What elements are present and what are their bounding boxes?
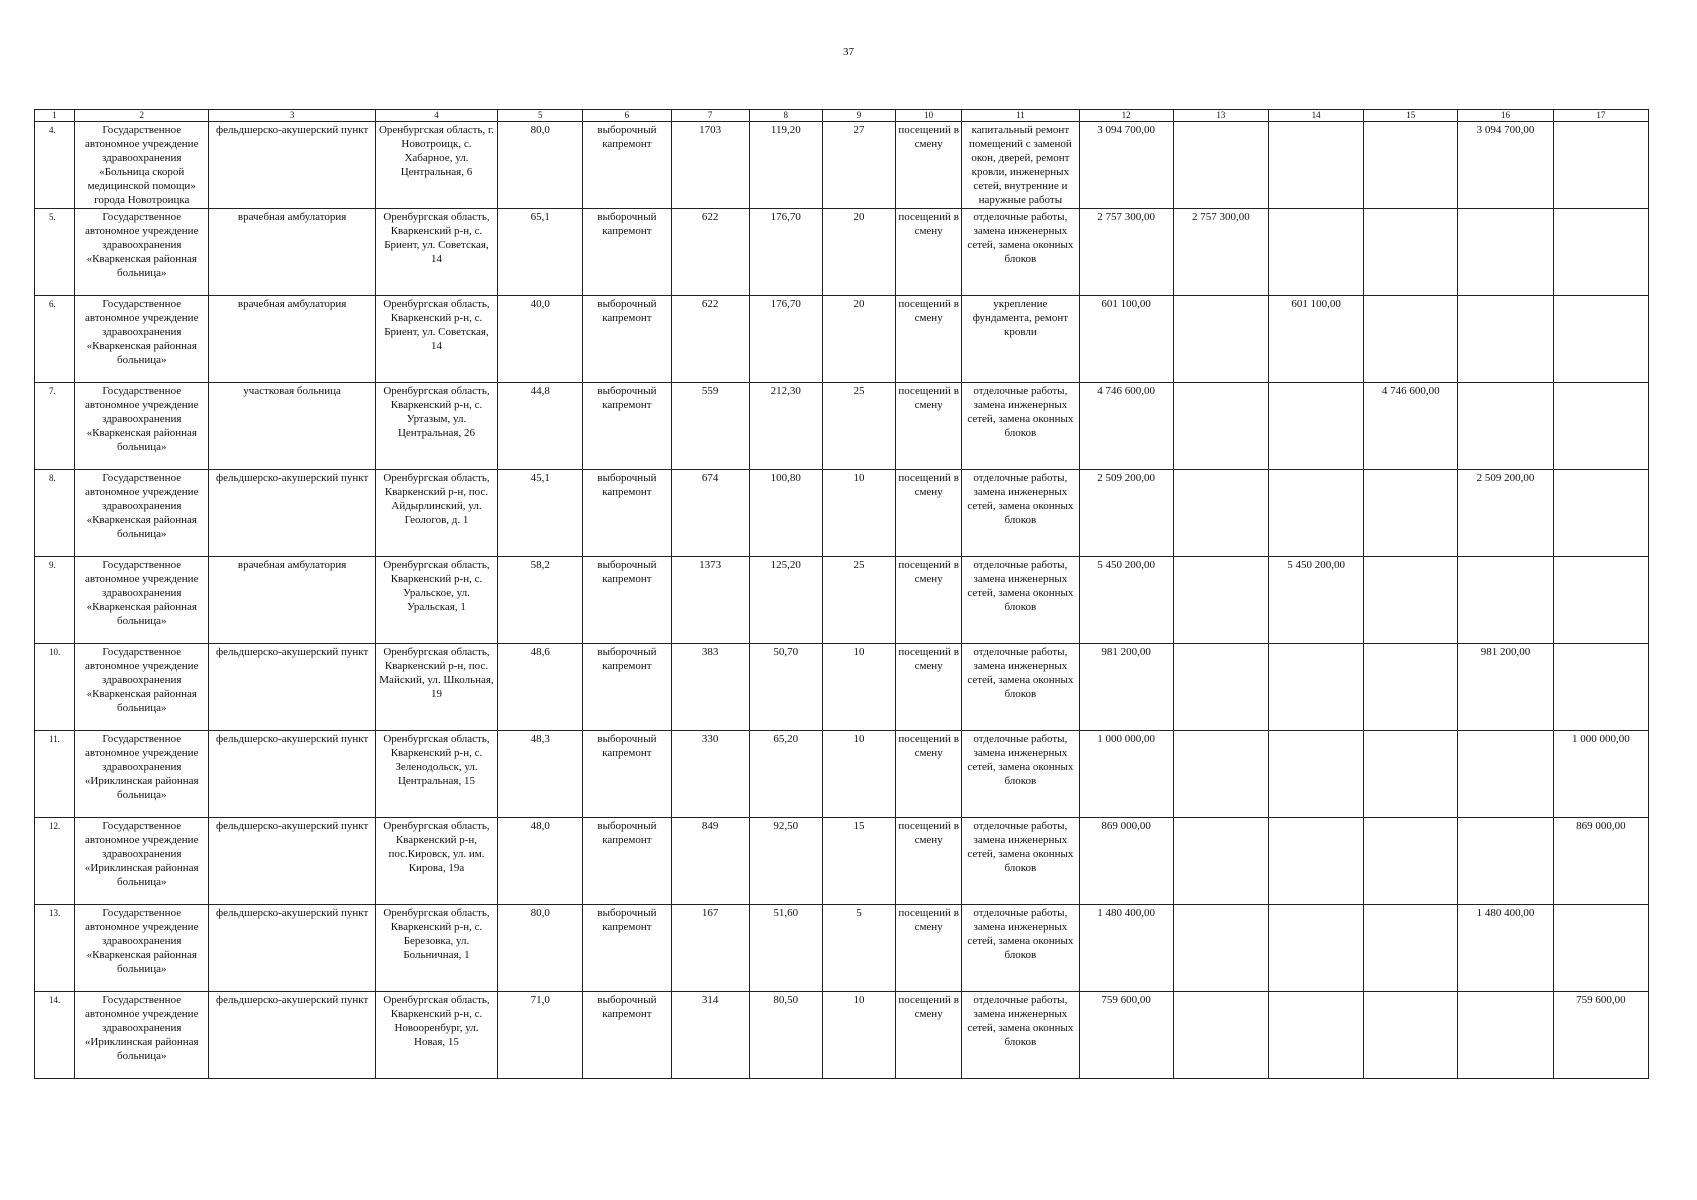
table-row	[35, 644, 1649, 731]
total-amount: 869 000,00	[1079, 818, 1173, 905]
amount-col-17	[1553, 557, 1648, 644]
capacity-unit: посещений в смену	[896, 383, 962, 470]
address: Оренбургская область, Кваркенский р-н, с. Зеленодольск, ул. Центральная, 15	[375, 731, 497, 818]
table-row	[35, 470, 1649, 557]
row-number: 6.	[35, 296, 75, 383]
works-description: отделочные работы, замена инженерных сетей, замена оконных блоков	[962, 557, 1079, 644]
amount-col-13	[1173, 905, 1268, 992]
row-number: 5.	[35, 209, 75, 296]
area-value: 48,3	[498, 731, 583, 818]
capacity-value: 10	[822, 470, 895, 557]
value-col-7: 849	[671, 818, 749, 905]
total-amount: 601 100,00	[1079, 296, 1173, 383]
amount-col-15	[1364, 731, 1458, 818]
facility-type: фельдшерско-акушерский пункт	[209, 122, 375, 209]
amount-col-13	[1173, 731, 1268, 818]
value-col-7: 674	[671, 470, 749, 557]
column-header: 3	[209, 110, 375, 122]
amount-col-14: 601 100,00	[1268, 296, 1363, 383]
value-col-8: 125,20	[749, 557, 822, 644]
organization-name: Государственное автономное учреждение здравоохранения «Кваркенская районная больница»	[75, 470, 209, 557]
amount-col-16: 3 094 700,00	[1458, 122, 1553, 209]
capacity-unit: посещений в смену	[896, 470, 962, 557]
capacity-unit: посещений в смену	[896, 992, 962, 1079]
value-col-8: 92,50	[749, 818, 822, 905]
capacity-unit: посещений в смену	[896, 209, 962, 296]
address: Оренбургская область, Кваркенский р-н, с. Бриент, ул. Советская, 14	[375, 296, 497, 383]
capital-repair-table	[34, 109, 1649, 1079]
amount-col-15	[1364, 209, 1458, 296]
row-number: 11.	[35, 731, 75, 818]
facility-type: фельдшерско-акушерский пункт	[209, 470, 375, 557]
area-value: 58,2	[498, 557, 583, 644]
table-row	[35, 209, 1649, 296]
value-col-7: 314	[671, 992, 749, 1079]
capacity-value: 20	[822, 209, 895, 296]
address: Оренбургская область, Кваркенский р-н, с. Новооренбург, ул. Новая, 15	[375, 992, 497, 1079]
value-col-7: 1703	[671, 122, 749, 209]
works-description: отделочные работы, замена инженерных сетей, замена оконных блоков	[962, 992, 1079, 1079]
amount-col-15	[1364, 557, 1458, 644]
column-header: 9	[822, 110, 895, 122]
area-value: 71,0	[498, 992, 583, 1079]
works-description: отделочные работы, замена инженерных сетей, замена оконных блоков	[962, 470, 1079, 557]
amount-col-16: 981 200,00	[1458, 644, 1553, 731]
value-col-8: 119,20	[749, 122, 822, 209]
amount-col-14	[1268, 644, 1363, 731]
table-row	[35, 296, 1649, 383]
table-row	[35, 992, 1649, 1079]
row-number: 8.	[35, 470, 75, 557]
column-number-row	[35, 110, 1649, 122]
amount-col-17	[1553, 122, 1648, 209]
repair-type: выборочный капремонт	[583, 818, 671, 905]
value-col-8: 176,70	[749, 296, 822, 383]
facility-type: фельдшерско-акушерский пункт	[209, 992, 375, 1079]
amount-col-13: 2 757 300,00	[1173, 209, 1268, 296]
area-value: 40,0	[498, 296, 583, 383]
amount-col-13	[1173, 122, 1268, 209]
facility-type: фельдшерско-акушерский пункт	[209, 818, 375, 905]
amount-col-16	[1458, 818, 1553, 905]
value-col-8: 80,50	[749, 992, 822, 1079]
repair-type: выборочный капремонт	[583, 296, 671, 383]
works-description: отделочные работы, замена инженерных сетей, замена оконных блоков	[962, 383, 1079, 470]
repair-type: выборочный капремонт	[583, 905, 671, 992]
table-row	[35, 818, 1649, 905]
organization-name: Государственное автономное учреждение здравоохранения «Больница скорой медицинской помощи» города Новотроицка	[75, 122, 209, 209]
capacity-value: 20	[822, 296, 895, 383]
amount-col-14	[1268, 209, 1363, 296]
value-col-7: 1373	[671, 557, 749, 644]
amount-col-15	[1364, 644, 1458, 731]
organization-name: Государственное автономное учреждение здравоохранения «Кваркенская районная больница»	[75, 209, 209, 296]
amount-col-15	[1364, 818, 1458, 905]
capacity-unit: посещений в смену	[896, 905, 962, 992]
amount-col-16	[1458, 296, 1553, 383]
capacity-value: 25	[822, 383, 895, 470]
amount-col-15	[1364, 122, 1458, 209]
table-row	[35, 383, 1649, 470]
works-description: укрепление фундамента, ремонт кровли	[962, 296, 1079, 383]
amount-col-14: 5 450 200,00	[1268, 557, 1363, 644]
row-number: 10.	[35, 644, 75, 731]
area-value: 45,1	[498, 470, 583, 557]
organization-name: Государственное автономное учреждение здравоохранения «Кваркенская районная больница»	[75, 644, 209, 731]
repair-type: выборочный капремонт	[583, 122, 671, 209]
row-number: 13.	[35, 905, 75, 992]
value-col-7: 330	[671, 731, 749, 818]
address: Оренбургская область, Кваркенский р-н, с. Березовка, ул. Больничная, 1	[375, 905, 497, 992]
capacity-unit: посещений в смену	[896, 122, 962, 209]
value-col-7: 383	[671, 644, 749, 731]
amount-col-13	[1173, 296, 1268, 383]
row-number: 9.	[35, 557, 75, 644]
value-col-8: 65,20	[749, 731, 822, 818]
capacity-unit: посещений в смену	[896, 557, 962, 644]
organization-name: Государственное автономное учреждение здравоохранения «Ириклинская районная больница»	[75, 992, 209, 1079]
organization-name: Государственное автономное учреждение здравоохранения «Кваркенская районная больница»	[75, 383, 209, 470]
amount-col-15	[1364, 296, 1458, 383]
total-amount: 5 450 200,00	[1079, 557, 1173, 644]
amount-col-16	[1458, 731, 1553, 818]
address: Оренбургская область, Кваркенский р-н, с. Бриент, ул. Советская, 14	[375, 209, 497, 296]
capacity-value: 27	[822, 122, 895, 209]
facility-type: врачебная амбулатория	[209, 296, 375, 383]
address: Оренбургская область, Кваркенский р-н, пос. Айдырлинский, ул. Геологов, д. 1	[375, 470, 497, 557]
amount-col-17	[1553, 644, 1648, 731]
area-value: 80,0	[498, 905, 583, 992]
amount-col-16	[1458, 383, 1553, 470]
capacity-unit: посещений в смену	[896, 818, 962, 905]
capacity-unit: посещений в смену	[896, 644, 962, 731]
value-col-8: 100,80	[749, 470, 822, 557]
total-amount: 4 746 600,00	[1079, 383, 1173, 470]
amount-col-16: 1 480 400,00	[1458, 905, 1553, 992]
works-description: отделочные работы, замена инженерных сетей, замена оконных блоков	[962, 731, 1079, 818]
value-col-7: 559	[671, 383, 749, 470]
works-description: отделочные работы, замена инженерных сетей, замена оконных блоков	[962, 905, 1079, 992]
table-row	[35, 905, 1649, 992]
address: Оренбургская область, Кваркенский р-н, с. Уральское, ул. Уральская, 1	[375, 557, 497, 644]
repair-type: выборочный капремонт	[583, 731, 671, 818]
total-amount: 2 509 200,00	[1079, 470, 1173, 557]
total-amount: 2 757 300,00	[1079, 209, 1173, 296]
amount-col-17: 759 600,00	[1553, 992, 1648, 1079]
column-header: 17	[1553, 110, 1648, 122]
facility-type: фельдшерско-акушерский пункт	[209, 644, 375, 731]
row-number: 7.	[35, 383, 75, 470]
total-amount: 1 000 000,00	[1079, 731, 1173, 818]
value-col-8: 176,70	[749, 209, 822, 296]
repair-type: выборочный капремонт	[583, 209, 671, 296]
table-row	[35, 557, 1649, 644]
facility-type: участковая больница	[209, 383, 375, 470]
capacity-unit: посещений в смену	[896, 296, 962, 383]
column-header: 7	[671, 110, 749, 122]
organization-name: Государственное автономное учреждение здравоохранения «Кваркенская районная больница»	[75, 296, 209, 383]
amount-col-13	[1173, 557, 1268, 644]
row-number: 4.	[35, 122, 75, 209]
amount-col-16: 2 509 200,00	[1458, 470, 1553, 557]
column-header: 2	[75, 110, 209, 122]
organization-name: Государственное автономное учреждение здравоохранения «Ириклинская районная больница»	[75, 818, 209, 905]
row-number: 14.	[35, 992, 75, 1079]
repair-type: выборочный капремонт	[583, 992, 671, 1079]
amount-col-14	[1268, 905, 1363, 992]
capacity-value: 10	[822, 731, 895, 818]
column-header: 14	[1268, 110, 1363, 122]
amount-col-15	[1364, 470, 1458, 557]
works-description: отделочные работы, замена инженерных сетей, замена оконных блоков	[962, 818, 1079, 905]
amount-col-14	[1268, 992, 1363, 1079]
value-col-8: 212,30	[749, 383, 822, 470]
capacity-value: 25	[822, 557, 895, 644]
address: Оренбургская область, Кваркенский р-н, с. Уртазым, ул. Центральная, 26	[375, 383, 497, 470]
amount-col-15	[1364, 905, 1458, 992]
works-description: отделочные работы, замена инженерных сетей, замена оконных блоков	[962, 644, 1079, 731]
column-header: 12	[1079, 110, 1173, 122]
works-description: капитальный ремонт помещений с заменой окон, дверей, ремонт кровли, инженерных сетей, внутренние и наружные работы	[962, 122, 1079, 209]
column-header: 8	[749, 110, 822, 122]
capacity-unit: посещений в смену	[896, 731, 962, 818]
total-amount: 1 480 400,00	[1079, 905, 1173, 992]
area-value: 65,1	[498, 209, 583, 296]
value-col-8: 50,70	[749, 644, 822, 731]
amount-col-13	[1173, 470, 1268, 557]
repair-type: выборочный капремонт	[583, 383, 671, 470]
amount-col-13	[1173, 644, 1268, 731]
amount-col-13	[1173, 383, 1268, 470]
amount-col-13	[1173, 992, 1268, 1079]
amount-col-17	[1553, 383, 1648, 470]
amount-col-17: 869 000,00	[1553, 818, 1648, 905]
facility-type: врачебная амбулатория	[209, 209, 375, 296]
amount-col-14	[1268, 470, 1363, 557]
amount-col-17	[1553, 296, 1648, 383]
works-description: отделочные работы, замена инженерных сетей, замена оконных блоков	[962, 209, 1079, 296]
amount-col-17	[1553, 209, 1648, 296]
amount-col-17	[1553, 470, 1648, 557]
facility-type: фельдшерско-акушерский пункт	[209, 731, 375, 818]
organization-name: Государственное автономное учреждение здравоохранения «Кваркенская районная больница»	[75, 557, 209, 644]
column-header: 10	[896, 110, 962, 122]
value-col-8: 51,60	[749, 905, 822, 992]
amount-col-14	[1268, 731, 1363, 818]
repair-type: выборочный капремонт	[583, 644, 671, 731]
facility-type: врачебная амбулатория	[209, 557, 375, 644]
amount-col-15	[1364, 992, 1458, 1079]
address: Оренбургская область, Кваркенский р-н, пос.Кировск, ул. им. Кирова, 19а	[375, 818, 497, 905]
column-header: 13	[1173, 110, 1268, 122]
address: Оренбургская область, г. Новотроицк, с. Хабарное, ул. Центральная, 6	[375, 122, 497, 209]
column-header: 16	[1458, 110, 1553, 122]
capacity-value: 5	[822, 905, 895, 992]
total-amount: 3 094 700,00	[1079, 122, 1173, 209]
amount-col-16	[1458, 557, 1553, 644]
capacity-value: 10	[822, 644, 895, 731]
amount-col-15: 4 746 600,00	[1364, 383, 1458, 470]
organization-name: Государственное автономное учреждение здравоохранения «Кваркенская районная больница»	[75, 905, 209, 992]
address: Оренбургская область, Кваркенский р-н, пос. Майский, ул. Школьная, 19	[375, 644, 497, 731]
total-amount: 759 600,00	[1079, 992, 1173, 1079]
organization-name: Государственное автономное учреждение здравоохранения «Ириклинская районная больница»	[75, 731, 209, 818]
amount-col-14	[1268, 122, 1363, 209]
amount-col-17	[1553, 905, 1648, 992]
amount-col-14	[1268, 818, 1363, 905]
column-header: 15	[1364, 110, 1458, 122]
amount-col-17: 1 000 000,00	[1553, 731, 1648, 818]
value-col-7: 622	[671, 296, 749, 383]
repair-type: выборочный капремонт	[583, 470, 671, 557]
total-amount: 981 200,00	[1079, 644, 1173, 731]
area-value: 48,0	[498, 818, 583, 905]
facility-type: фельдшерско-акушерский пункт	[209, 905, 375, 992]
column-header: 11	[962, 110, 1079, 122]
row-number: 12.	[35, 818, 75, 905]
column-header: 5	[498, 110, 583, 122]
amount-col-14	[1268, 383, 1363, 470]
value-col-7: 622	[671, 209, 749, 296]
area-value: 44,8	[498, 383, 583, 470]
repair-type: выборочный капремонт	[583, 557, 671, 644]
page-number: 37	[843, 46, 854, 58]
capacity-value: 15	[822, 818, 895, 905]
column-header: 4	[375, 110, 497, 122]
column-header: 6	[583, 110, 671, 122]
value-col-7: 167	[671, 905, 749, 992]
amount-col-16	[1458, 992, 1553, 1079]
table-row	[35, 731, 1649, 818]
amount-col-16	[1458, 209, 1553, 296]
column-header: 1	[35, 110, 75, 122]
table-row	[35, 122, 1649, 209]
capacity-value: 10	[822, 992, 895, 1079]
amount-col-13	[1173, 818, 1268, 905]
area-value: 80,0	[498, 122, 583, 209]
area-value: 48,6	[498, 644, 583, 731]
